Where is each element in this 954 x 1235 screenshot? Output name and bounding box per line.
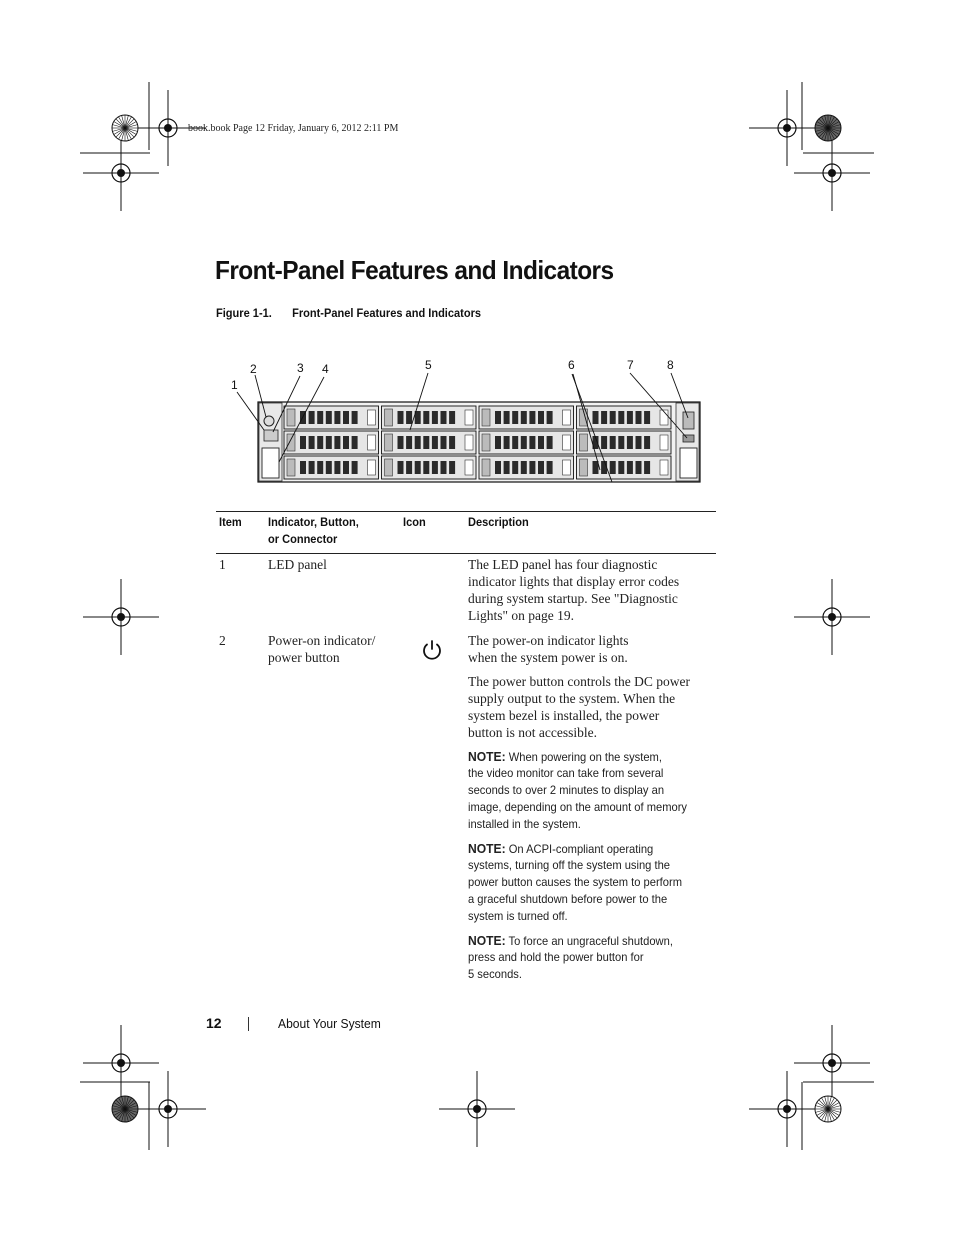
note-1-line3: seconds to over 2 minutes to display an	[468, 783, 665, 797]
row2-desc2-line2: supply output to the system. When the	[468, 691, 676, 706]
row2-desc-line2: when the system power is on.	[468, 650, 628, 665]
callout-5: 5	[425, 358, 432, 372]
figure-title: Front-Panel Features and Indicators	[292, 306, 482, 320]
drive-carrier	[577, 431, 672, 454]
note-1-label: NOTE:	[468, 749, 506, 764]
callout-7: 7	[627, 358, 634, 372]
drive-carrier	[479, 406, 574, 429]
row1-item: 1	[219, 557, 226, 572]
footer-divider	[248, 1017, 249, 1031]
left-handle	[262, 448, 279, 478]
drive-carrier	[577, 456, 672, 479]
header-item: Item	[219, 515, 242, 529]
footer-section-title: About Your System	[278, 1016, 381, 1031]
drive-carrier	[479, 456, 574, 479]
right-control-panel	[676, 403, 699, 481]
callout-6: 6	[568, 358, 575, 372]
led-panel	[264, 430, 278, 441]
note-3-label: NOTE:	[468, 933, 506, 948]
row2-desc2-line4: button is not accessible.	[468, 725, 597, 740]
right-handle	[680, 448, 697, 478]
row2-desc2-line3: system bezel is installed, the power	[468, 708, 660, 723]
row1-desc-line3: during system startup. See "Diagnostic	[468, 591, 678, 606]
note-3-line2: press and hold the power button for	[468, 950, 644, 964]
power-icon	[420, 639, 444, 661]
figure-label: Figure 1-1.	[216, 306, 272, 320]
callout-2: 2	[250, 362, 257, 376]
row1-name: LED panel	[268, 557, 327, 572]
row1-desc-line2: indicator lights that display error codes	[468, 574, 680, 589]
callout-3: 3	[297, 361, 304, 375]
drive-carrier	[382, 431, 477, 454]
note-1-line1: NOTE: When powering on the system,	[468, 749, 662, 764]
row1-desc-line4: Lights" on page 19.	[468, 608, 574, 623]
print-header: book.book Page 12 Friday, January 6, 2012 2:11 PM	[188, 123, 399, 134]
page-title: Front-Panel Features and Indicators	[215, 255, 614, 285]
callout-1: 1	[231, 378, 238, 392]
video-connector	[683, 412, 694, 429]
note-2-line1: NOTE: On ACPI-compliant operating	[468, 841, 654, 856]
power-button	[264, 416, 274, 426]
table-top-rule	[216, 511, 716, 512]
header-indicator-line1: Indicator, Button,	[268, 515, 359, 529]
row1-desc-line1: The LED panel has four diagnostic	[468, 557, 658, 572]
note-1-line5: installed in the system.	[468, 817, 581, 831]
note-1-line4: image, depending on the amount of memory	[468, 800, 688, 814]
row2-desc2-line1: The power button controls the DC power	[468, 674, 690, 689]
drive-carrier	[284, 431, 379, 454]
row2-name-line2: power button	[268, 650, 340, 665]
drive-carrier	[382, 406, 477, 429]
note-2-line2: systems, turning off the system using the	[468, 858, 671, 872]
drive-carrier	[284, 456, 379, 479]
drive-carrier	[479, 431, 574, 454]
note-3-line1: NOTE: To force an ungraceful shutdown,	[468, 933, 673, 948]
header-indicator-line2: or Connector	[268, 532, 338, 546]
callout-4: 4	[322, 362, 329, 376]
note-2-label: NOTE:	[468, 841, 506, 856]
drive-carrier	[382, 456, 477, 479]
header-icon: Icon	[403, 515, 426, 529]
note-2-line5: system is turned off.	[468, 909, 568, 923]
page-number: 12	[206, 1015, 222, 1031]
usb-connector	[683, 435, 694, 442]
callout-8: 8	[667, 358, 674, 372]
note-1-line2: the video monitor can take from several	[468, 766, 664, 780]
row2-name-line1: Power-on indicator/	[268, 633, 376, 648]
table-header-rule	[216, 553, 716, 554]
row2-desc-line1: The power-on indicator lights	[468, 633, 629, 648]
row2-item: 2	[219, 633, 226, 648]
header-description: Description	[468, 515, 529, 529]
note-2-line3: power button causes the system to perform	[468, 875, 683, 889]
note-3-line3: 5 seconds.	[468, 967, 522, 981]
left-control-panel	[259, 403, 282, 481]
note-2-line4: a graceful shutdown before power to the	[468, 892, 668, 906]
